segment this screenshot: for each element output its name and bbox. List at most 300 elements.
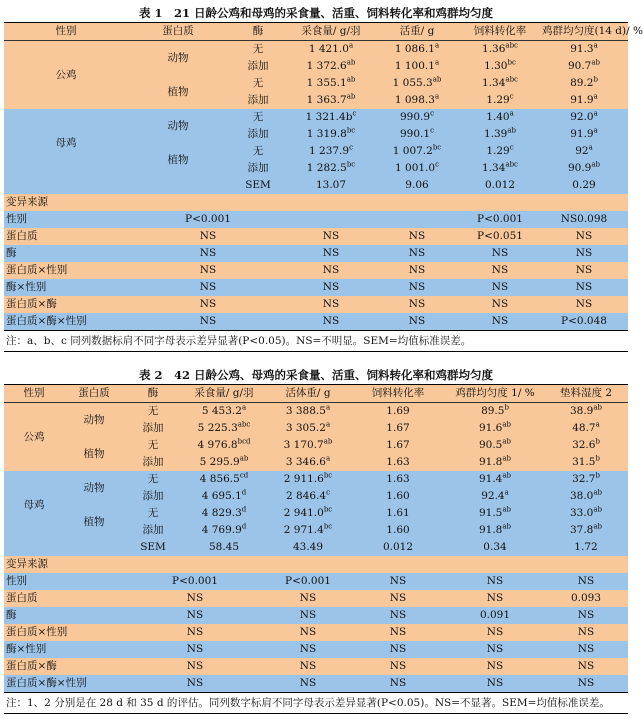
feed-cell [182, 488, 266, 505]
effect-name: 蛋白质×酶×性别 [4, 313, 128, 330]
uniformity-cell-value: 92 [575, 145, 589, 157]
feed-cell-sup: a [348, 41, 354, 50]
effect-c4: P<0.001 [460, 211, 540, 228]
weight-cell-sup: bc [323, 505, 333, 514]
effect-c2: NS [288, 296, 374, 313]
feed-cell-sup: abc [237, 420, 251, 429]
sem-feed: 58.45 [182, 539, 266, 556]
effect-c2: NS [266, 624, 350, 641]
uniformity-cell-value: 89.5 [481, 405, 505, 417]
effect-c5: NS [540, 228, 628, 245]
effect-c4: NS [446, 641, 544, 658]
effect-c1: P<0.001 [128, 211, 288, 228]
feed-cell-value: 1 363.7 [306, 94, 347, 106]
uniformity-cell-value: 92.4 [481, 490, 505, 502]
weight-cell-sup: a [434, 58, 440, 67]
effect-c2: P<0.001 [266, 573, 350, 590]
litter-cell-value: 33.0 [569, 507, 594, 519]
feed-cell [288, 75, 374, 92]
enzyme-cell: 无 [228, 75, 288, 92]
weight-cell [266, 488, 350, 505]
fcr-cell [460, 143, 540, 160]
sem-row [4, 539, 628, 556]
weight-cell-sup: a [434, 41, 440, 50]
source-row [4, 556, 628, 573]
effect-row [4, 313, 628, 330]
effect-c1: NS [128, 279, 288, 296]
effect-c3: NS [350, 641, 446, 658]
effect-c2: NS [288, 279, 374, 296]
uniformity-cell [446, 471, 544, 488]
table-2 [4, 366, 628, 714]
effect-c5: NS [544, 641, 628, 658]
litter-cell-value: 48.7 [572, 422, 596, 434]
fcr-cell-value: 1.30 [484, 60, 508, 72]
feed-cell-value: 1 319.8 [306, 128, 347, 140]
uniformity-cell-value: 91.9 [570, 128, 594, 140]
fcr-cell [350, 454, 446, 471]
effect-row [4, 296, 628, 313]
feed-cell-sup: cd [239, 471, 249, 480]
feed-cell-value: 4 769.9 [201, 524, 242, 536]
weight-cell-value: 3 346.6 [285, 456, 326, 468]
uniformity-cell-value: 91.8 [478, 524, 503, 536]
fcr-cell-value: 1.29 [486, 94, 510, 106]
litter-cell [544, 420, 628, 437]
effect-c3: NS [350, 658, 446, 675]
fcr-cell-value: 1.63 [386, 456, 410, 468]
enzyme-cell: 添加 [124, 522, 182, 539]
protein-cell: 动物 [64, 403, 124, 438]
header-row [4, 23, 628, 41]
weight-cell-sup: bc [432, 143, 442, 152]
effect-c1: NS [124, 675, 266, 692]
feed-cell [288, 41, 374, 59]
weight-cell-value: 3 388.5 [285, 405, 326, 417]
weight-cell-sup: a [434, 92, 440, 101]
effect-c5: NS0.098 [540, 211, 628, 228]
weight-cell [266, 403, 350, 421]
litter-cell [544, 471, 628, 488]
fcr-cell-value: 1.67 [386, 439, 410, 451]
effect-row [4, 279, 628, 296]
protein-cell: 动物 [64, 471, 124, 505]
litter-cell [544, 454, 628, 471]
protein-cell: 植物 [128, 75, 228, 109]
fcr-cell-sup: c [509, 92, 514, 101]
feed-cell-value: 5 453.2 [201, 405, 242, 417]
effect-c4: NS [446, 624, 544, 641]
feed-cell-sup: ab [346, 75, 356, 84]
effect-c3: NS [374, 245, 460, 262]
effect-c4: NS [460, 245, 540, 262]
uniformity-cell-sup: ab [502, 505, 512, 514]
uniformity-cell [540, 75, 628, 92]
litter-cell-value: 38.9 [569, 405, 594, 417]
litter-cell-value: 32.6 [572, 439, 596, 451]
effect-row [4, 607, 628, 624]
effect-c1: NS [124, 590, 266, 607]
effect-c4: NS [446, 573, 544, 590]
effect-c5: 0.093 [544, 590, 628, 607]
feed-cell [288, 109, 374, 126]
uniformity-cell [446, 403, 544, 421]
sem-label: SEM [124, 539, 182, 556]
column-header: 酶 [124, 385, 182, 403]
effect-c1: NS [128, 262, 288, 279]
feed-cell-value: 4 695.1 [201, 490, 242, 502]
feed-cell-sup: d [241, 522, 247, 531]
feed-cell-sup: c [349, 143, 353, 152]
fcr-cell-sup: abc [505, 160, 518, 169]
uniformity-cell-sup: b [593, 75, 598, 84]
effect-c1: NS [128, 296, 288, 313]
effect-c3: NS [350, 624, 446, 641]
column-header: 蛋白质 [64, 385, 124, 403]
table-1 [4, 4, 643, 352]
feed-cell [288, 160, 374, 177]
feed-cell-value: 4 856.5 [199, 473, 240, 485]
uniformity-cell-value: 91.8 [478, 456, 503, 468]
fcr-cell [460, 41, 540, 59]
uniformity-cell [446, 488, 544, 505]
effect-c1: NS [128, 245, 288, 262]
weight-cell-value: 1 001.0 [395, 162, 436, 174]
protein-cell: 植物 [64, 505, 124, 539]
weight-cell-value: 2 846.4 [286, 490, 327, 502]
effect-c2: NS [266, 590, 350, 607]
uniformity-cell [446, 437, 544, 454]
source-row [4, 194, 628, 211]
litter-cell [544, 437, 628, 454]
feed-cell-sup: bcd [237, 437, 251, 446]
uniformity-cell-value: 91.9 [570, 94, 594, 106]
effect-c2: NS [266, 658, 350, 675]
uniformity-cell-value: 91.6 [478, 422, 503, 434]
weight-cell-sup: a [325, 403, 331, 412]
effect-name: 酶 [4, 607, 124, 624]
fcr-cell [350, 522, 446, 539]
column-header: 蛋白质 [128, 23, 228, 41]
fcr-cell-value: 1.63 [386, 473, 410, 485]
effect-row [4, 211, 628, 228]
effect-row [4, 641, 628, 658]
fcr-cell-sup: bc [507, 58, 516, 67]
sem-row [4, 177, 628, 194]
weight-cell-value: 1 100.1 [394, 60, 435, 72]
fcr-cell [460, 92, 540, 109]
effect-c3: NS [374, 296, 460, 313]
sem-weight: 43.49 [266, 539, 350, 556]
table-row [4, 471, 628, 488]
feed-cell-value: 4 829.3 [201, 507, 242, 519]
effect-c3: NS [350, 590, 446, 607]
effect-c5: NS [540, 262, 628, 279]
feed-cell-sup: ab [346, 58, 356, 67]
weight-cell-sup: bc [323, 471, 333, 480]
weight-cell-sup: ab [432, 75, 442, 84]
column-header: 性别 [4, 23, 128, 41]
uniformity-cell [540, 109, 628, 126]
enzyme-cell: 添加 [228, 58, 288, 75]
effect-row [4, 228, 628, 245]
effect-c3: NS [350, 607, 446, 624]
feed-cell [182, 454, 266, 471]
effect-c3 [374, 211, 460, 228]
weight-cell-value: 2 971.4 [283, 524, 324, 536]
uniformity-cell [446, 420, 544, 437]
empty-cell [64, 539, 124, 556]
effect-c1: P<0.001 [124, 573, 266, 590]
effect-name: 蛋白质×性别 [4, 624, 124, 641]
column-header: 酶 [228, 23, 288, 41]
enzyme-cell: 无 [228, 41, 288, 59]
litter-cell [544, 522, 628, 539]
effect-row [4, 573, 628, 590]
fcr-cell-value: 1.60 [386, 490, 410, 502]
sex-cell: 公鸡 [4, 41, 128, 110]
weight-cell [266, 522, 350, 539]
fcr-cell [460, 109, 540, 126]
effect-c2 [288, 211, 374, 228]
effect-c5: NS [544, 607, 628, 624]
protein-cell: 动物 [128, 41, 228, 76]
uniformity-cell-sup: b [504, 403, 509, 412]
column-header: 采食量/ g/羽 [288, 23, 374, 41]
uniformity-cell-sup: ab [502, 454, 512, 463]
feed-cell [288, 92, 374, 109]
empty-cell [4, 539, 64, 556]
fcr-cell [350, 488, 446, 505]
source-label: 变异来源 [4, 556, 628, 573]
feed-cell-value: 1 421.0 [308, 43, 349, 55]
effect-c4: P<0.051 [460, 228, 540, 245]
litter-cell-value: 31.5 [572, 456, 596, 468]
effect-c4: NS [446, 590, 544, 607]
fcr-cell [460, 126, 540, 143]
effect-c2: NS [266, 607, 350, 624]
uniformity-cell-value: 89.2 [570, 77, 594, 89]
sem-uniformity: 0.34 [446, 539, 544, 556]
effect-name: 性别 [4, 211, 128, 228]
weight-cell [266, 454, 350, 471]
weight-cell [266, 505, 350, 522]
effect-c4: NS [460, 262, 540, 279]
column-header: 鸡群均匀度(14 d)/ % [540, 23, 628, 41]
feed-cell-value: 5 225.3 [197, 422, 238, 434]
uniformity-cell [446, 505, 544, 522]
fcr-cell-value: 1.40 [486, 111, 510, 123]
uniformity-cell [446, 522, 544, 539]
fcr-cell [350, 403, 446, 421]
column-header: 垫料湿度 2 [544, 385, 628, 403]
fcr-cell-value: 1.61 [386, 507, 410, 519]
feed-cell-value: 4 976.8 [197, 439, 238, 451]
enzyme-cell: 添加 [124, 488, 182, 505]
enzyme-cell: 添加 [124, 420, 182, 437]
weight-cell-sup: ab [323, 437, 333, 446]
effect-name: 酶×性别 [4, 279, 128, 296]
effect-c1: NS [128, 313, 288, 330]
fcr-cell [460, 58, 540, 75]
effect-c4: NS [460, 313, 540, 330]
enzyme-cell: 无 [124, 437, 182, 454]
uniformity-cell-sup: a [593, 109, 598, 118]
uniformity-cell-sup: a [593, 92, 598, 101]
feed-cell [182, 522, 266, 539]
fcr-cell-sup: ab [507, 126, 517, 135]
weight-cell-sup: a [325, 420, 331, 429]
litter-cell-value: 38.0 [569, 490, 594, 502]
protein-cell: 植物 [64, 437, 124, 471]
column-header: 活体重/ g [266, 385, 350, 403]
effect-c5: NS [544, 675, 628, 692]
effect-c3: NS [350, 573, 446, 590]
fcr-cell [350, 420, 446, 437]
enzyme-cell: 无 [124, 471, 182, 488]
weight-cell-sup: c [430, 126, 434, 135]
feed-cell [182, 403, 266, 421]
weight-cell-value: 1 007.2 [392, 145, 433, 157]
enzyme-cell: 添加 [228, 92, 288, 109]
weight-cell [374, 58, 460, 75]
table-2-title: 表 2 42 日龄公鸡、母鸡的采食量、活重、饲料转化率和鸡群均匀度 [4, 366, 628, 385]
effect-c4: NS [446, 675, 544, 692]
effect-c2: NS [288, 245, 374, 262]
effect-c3: NS [374, 228, 460, 245]
uniformity-cell [540, 143, 628, 160]
weight-cell-sup: c [430, 109, 434, 118]
litter-cell [544, 505, 628, 522]
effect-c1: NS [128, 228, 288, 245]
weight-cell-sup: c [326, 488, 330, 497]
fcr-cell-value: 1.29 [486, 145, 510, 157]
effect-c3: NS [374, 262, 460, 279]
litter-cell [544, 488, 628, 505]
column-header: 鸡群均匀度 1/ % [446, 385, 544, 403]
litter-cell-sup: ab [593, 403, 603, 412]
fcr-cell-value: 1.67 [386, 422, 410, 434]
feed-cell-sup: ab [239, 454, 249, 463]
litter-cell-sup: a [595, 420, 600, 429]
uniformity-cell [540, 41, 628, 59]
effect-name: 性别 [4, 573, 124, 590]
effect-c5: NS [540, 279, 628, 296]
effect-row [4, 658, 628, 675]
column-header: 性别 [4, 385, 64, 403]
weight-cell-value: 990.1 [400, 128, 431, 140]
litter-cell-sup: b [595, 437, 600, 446]
litter-cell-sup: ab [593, 522, 603, 531]
fcr-cell-value: 1.39 [483, 128, 508, 140]
effect-c4: NS [460, 296, 540, 313]
uniformity-cell-sup: a [588, 143, 593, 152]
enzyme-cell: 添加 [228, 160, 288, 177]
effect-row [4, 245, 628, 262]
table-2-note: 注：1、2 分别是在 28 d 和 35 d 的评估。同列数字标肩不同字母表示差异显著(P<0.05)。NS=不显著。SEM=均值标准误差。 [4, 692, 628, 714]
effect-row [4, 590, 628, 607]
feed-cell-value: 1 237.9 [309, 145, 350, 157]
uniformity-cell-value: 90.9 [567, 162, 592, 174]
effect-c2: NS [266, 641, 350, 658]
table-row [4, 505, 628, 522]
uniformity-cell [540, 58, 628, 75]
feed-cell-sup: d [241, 505, 247, 514]
weight-cell-value: 3 170.7 [283, 439, 324, 451]
fcr-cell-value: 1.36 [482, 43, 506, 55]
effect-c1: NS [124, 624, 266, 641]
fcr-cell-sup: c [509, 143, 514, 152]
fcr-cell [350, 505, 446, 522]
feed-cell-sup: bc [346, 160, 356, 169]
sem-weight: 9.06 [374, 177, 460, 194]
enzyme-cell: 无 [228, 109, 288, 126]
uniformity-cell-value: 90.5 [478, 439, 503, 451]
effect-row [4, 624, 628, 641]
weight-cell-value: 1 086.1 [394, 43, 435, 55]
weight-cell [374, 75, 460, 92]
feed-cell-value: 1 372.6 [306, 60, 347, 72]
uniformity-cell [540, 126, 628, 143]
effect-name: 蛋白质 [4, 228, 128, 245]
effect-c5: NS [544, 624, 628, 641]
feed-cell [288, 126, 374, 143]
effect-c1: NS [124, 607, 266, 624]
weight-cell-value: 3 305.2 [285, 422, 326, 434]
header-row [4, 385, 628, 403]
effect-c2: NS [288, 262, 374, 279]
feed-cell-value: 1 282.5 [306, 162, 347, 174]
weight-cell [266, 471, 350, 488]
feed-cell [182, 505, 266, 522]
effect-c2: NS [266, 675, 350, 692]
weight-cell-sup: bc [323, 522, 333, 531]
table-row [4, 403, 628, 421]
feed-cell [288, 143, 374, 160]
uniformity-cell-value: 91.3 [570, 43, 594, 55]
column-header: 活重/ g [374, 23, 460, 41]
uniformity-cell-value: 90.7 [567, 60, 592, 72]
effect-name: 酶 [4, 245, 128, 262]
feed-cell-sup: bc [346, 126, 356, 135]
feed-cell-value: 5 295.9 [199, 456, 240, 468]
table-1-grid [4, 23, 643, 330]
fcr-cell [350, 437, 446, 454]
uniformity-cell-sup: ab [502, 522, 512, 531]
weight-cell-value: 2 911.6 [283, 473, 324, 485]
litter-cell-sup: b [595, 454, 600, 463]
weight-cell-value: 2 941.0 [283, 507, 324, 519]
litter-cell-value: 37.8 [569, 524, 594, 536]
enzyme-cell: 添加 [228, 126, 288, 143]
uniformity-cell [540, 160, 628, 177]
effect-c5: NS [544, 573, 628, 590]
uniformity-cell-sup: a [504, 488, 509, 497]
effect-row [4, 675, 628, 692]
feed-cell [182, 437, 266, 454]
effect-c3: NS [374, 279, 460, 296]
fcr-cell-value: 1.69 [386, 405, 410, 417]
effect-name: 蛋白质×酶×性别 [4, 675, 124, 692]
effect-name: 酶×性别 [4, 641, 124, 658]
effect-c1: NS [124, 658, 266, 675]
weight-cell [374, 109, 460, 126]
effect-c3: NS [374, 313, 460, 330]
fcr-cell-sup: abc [505, 75, 518, 84]
protein-cell: 动物 [128, 109, 228, 143]
enzyme-cell: 无 [228, 143, 288, 160]
effect-c4: NS [460, 279, 540, 296]
